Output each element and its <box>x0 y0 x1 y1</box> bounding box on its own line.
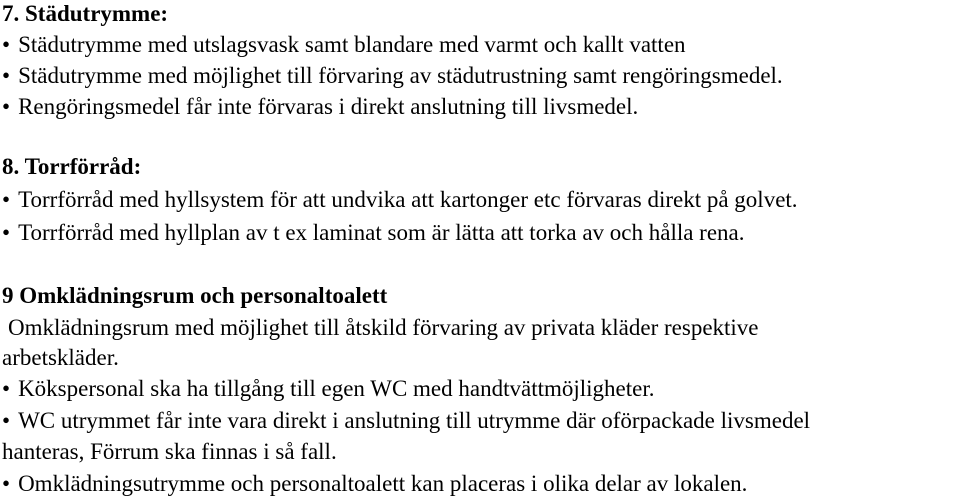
section-9-bullet-2-line-1: • WC utrymmet får inte vara direkt i anslutning till utrymme där oförpackade livsmedel <box>2 407 810 435</box>
section-9-intro-line-1: Omklädningsrum med möjlighet till åtskild förvaring av privata kläder respektive <box>8 315 759 340</box>
section-8-bullet-1: • Torrförråd med hyllsystem för att undvika att kartonger etc förvaras direkt på golvet. <box>2 186 798 214</box>
section-9-bullet-3: • Omklädningsutrymme och personaltoalett kan placeras i olika delar av lokalen. <box>2 470 747 498</box>
section-9-heading: 9 Omklädningsrum och personaltoalett <box>2 283 388 308</box>
section-7-bullet-3: • Rengöringsmedel får inte förvaras i direkt anslutning till livsmedel. <box>2 93 638 121</box>
section-8-bullet-2: • Torrförråd med hyllplan av t ex laminat som är lätta att torka av och hålla rena. <box>2 219 745 247</box>
section-9-intro-line-2: arbetskläder. <box>2 345 119 370</box>
section-7-bullet-1: • Städutrymme med utslagsvask samt blandare med varmt och kallt vatten <box>2 31 686 59</box>
section-9-bullet-2-line-2: hanteras, Förrum ska finnas i så fall. <box>2 439 337 464</box>
section-7-bullet-2: • Städutrymme med möjlighet till förvaring av städutrustning samt rengöringsmedel. <box>2 62 783 90</box>
section-9-bullet-1: • Kökspersonal ska ha tillgång till egen WC med handtvättmöjligheter. <box>2 375 654 403</box>
section-7-heading: 7. Städutrymme: <box>2 1 169 26</box>
section-8-heading: 8. Torrförråd: <box>2 154 142 179</box>
